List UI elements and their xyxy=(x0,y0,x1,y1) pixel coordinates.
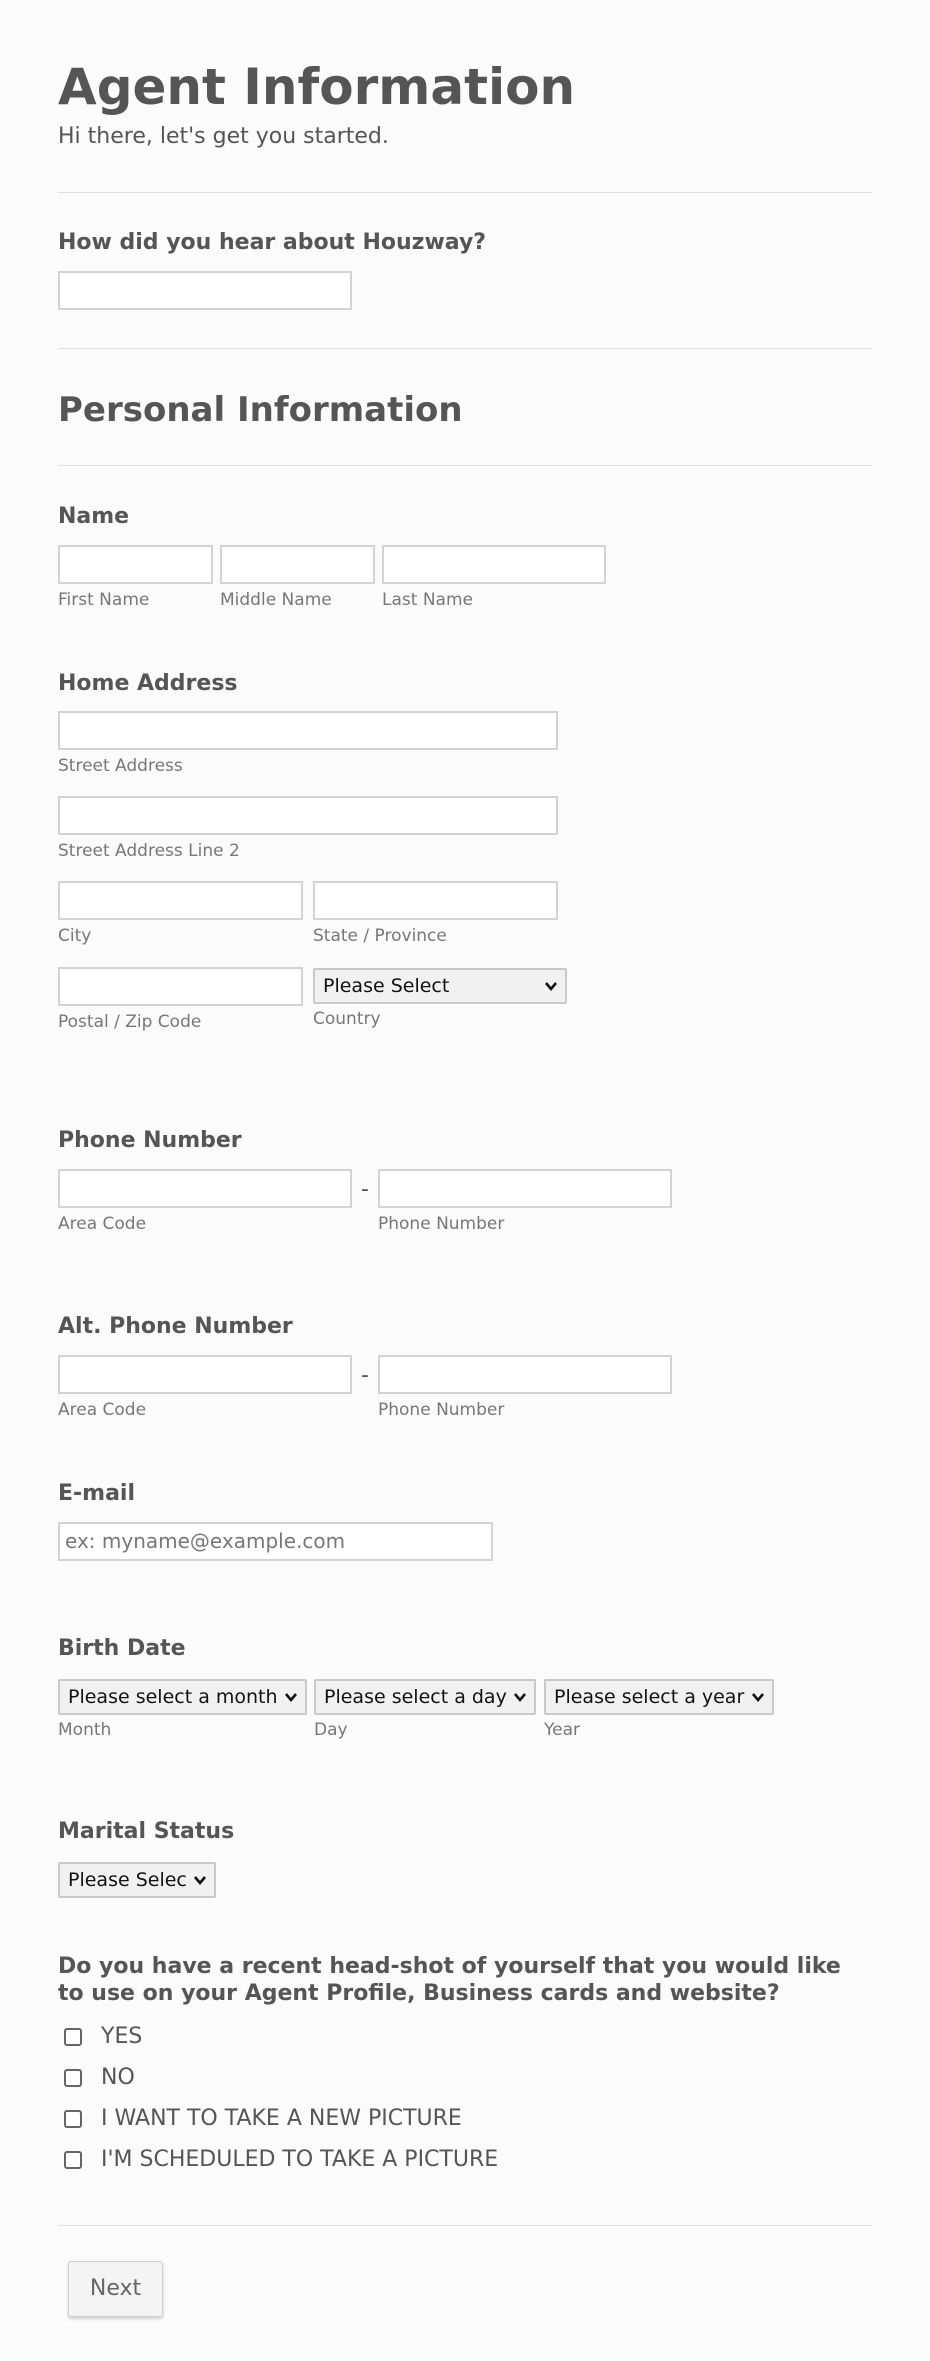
divider xyxy=(58,348,872,349)
next-button[interactable]: Next xyxy=(68,2261,163,2317)
name-label: Name xyxy=(58,504,130,529)
chevron-down-icon xyxy=(751,1690,765,1704)
birth-year-sublabel: Year xyxy=(544,1720,580,1740)
chevron-down-icon xyxy=(193,1873,207,1887)
alt-phone-area-code-input[interactable] xyxy=(58,1355,352,1394)
street-address-input[interactable] xyxy=(58,711,558,750)
last-name-sublabel: Last Name xyxy=(382,590,473,610)
section-title-personal: Personal Information xyxy=(58,390,463,430)
phone-number-label: Phone Number xyxy=(58,1128,242,1153)
email-input[interactable] xyxy=(58,1522,493,1561)
headshot-question-line2: to use on your Agent Profile, Business cards and website? xyxy=(58,1981,780,2006)
chevron-down-icon xyxy=(513,1690,527,1704)
marital-status-select[interactable] xyxy=(58,1862,216,1898)
birth-day-selected-value: Please select a day xyxy=(324,1686,507,1708)
phone-number-sublabel: Phone Number xyxy=(378,1214,505,1234)
birth-date-label: Birth Date xyxy=(58,1636,186,1661)
checkbox[interactable] xyxy=(64,2028,82,2046)
alt-phone-separator: - xyxy=(361,1363,369,1388)
page-title: Agent Information xyxy=(58,58,576,116)
last-name-input[interactable] xyxy=(382,545,606,584)
street-address-line2-input[interactable] xyxy=(58,796,558,835)
birth-month-select[interactable] xyxy=(58,1679,307,1715)
street-address-line2-sublabel: Street Address Line 2 xyxy=(58,841,240,861)
country-selected-value: Please Select xyxy=(323,975,450,997)
home-address-label: Home Address xyxy=(58,671,238,696)
city-input[interactable] xyxy=(58,881,303,920)
phone-separator: - xyxy=(361,1177,369,1202)
phone-area-code-input[interactable] xyxy=(58,1169,352,1208)
email-label: E-mail xyxy=(58,1481,136,1506)
chevron-down-icon xyxy=(544,979,558,993)
state-province-input[interactable] xyxy=(313,881,558,920)
option-label: YES xyxy=(101,2024,143,2049)
option-label: I'M SCHEDULED TO TAKE A PICTURE xyxy=(101,2147,499,2172)
chevron-down-icon xyxy=(284,1690,298,1704)
headshot-question-line1: Do you have a recent head-shot of yourself that you would like xyxy=(58,1954,841,1979)
city-sublabel: City xyxy=(58,926,92,946)
birth-day-select[interactable] xyxy=(314,1679,536,1715)
state-province-sublabel: State / Province xyxy=(313,926,447,946)
birth-month-sublabel: Month xyxy=(58,1720,112,1740)
postal-code-sublabel: Postal / Zip Code xyxy=(58,1012,202,1032)
middle-name-input[interactable] xyxy=(220,545,375,584)
checkbox[interactable] xyxy=(64,2069,82,2087)
referral-input[interactable] xyxy=(58,271,352,310)
referral-label: How did you hear about Houzway? xyxy=(58,230,487,255)
option-label: NO xyxy=(101,2065,135,2090)
divider xyxy=(58,2225,872,2226)
birth-year-select[interactable] xyxy=(544,1679,774,1715)
divider xyxy=(58,192,872,193)
alt-phone-number-sublabel: Phone Number xyxy=(378,1400,505,1420)
checkbox[interactable] xyxy=(64,2110,82,2128)
marital-status-label: Marital Status xyxy=(58,1819,235,1844)
birth-year-selected-value: Please select a year xyxy=(554,1686,745,1708)
divider xyxy=(58,465,872,466)
country-select[interactable] xyxy=(313,968,567,1004)
page-subtitle: Hi there, let's get you started. xyxy=(58,124,389,149)
alt-phone-area-code-sublabel: Area Code xyxy=(58,1400,147,1420)
checkbox[interactable] xyxy=(64,2151,82,2169)
country-sublabel: Country xyxy=(313,1009,381,1029)
birth-day-sublabel: Day xyxy=(314,1720,348,1740)
phone-area-code-sublabel: Area Code xyxy=(58,1214,147,1234)
postal-code-input[interactable] xyxy=(58,967,303,1006)
phone-number-input[interactable] xyxy=(378,1169,672,1208)
first-name-input[interactable] xyxy=(58,545,213,584)
alt-phone-number-input[interactable] xyxy=(378,1355,672,1394)
first-name-sublabel: First Name xyxy=(58,590,150,610)
birth-month-selected-value: Please select a month xyxy=(68,1686,278,1708)
email-placeholder: ex: myname@example.com xyxy=(65,1529,346,1553)
street-address-sublabel: Street Address xyxy=(58,756,183,776)
middle-name-sublabel: Middle Name xyxy=(220,590,332,610)
alt-phone-number-label: Alt. Phone Number xyxy=(58,1314,293,1339)
marital-status-selected-value: Please Selec xyxy=(68,1869,187,1891)
option-label: I WANT TO TAKE A NEW PICTURE xyxy=(101,2106,462,2131)
